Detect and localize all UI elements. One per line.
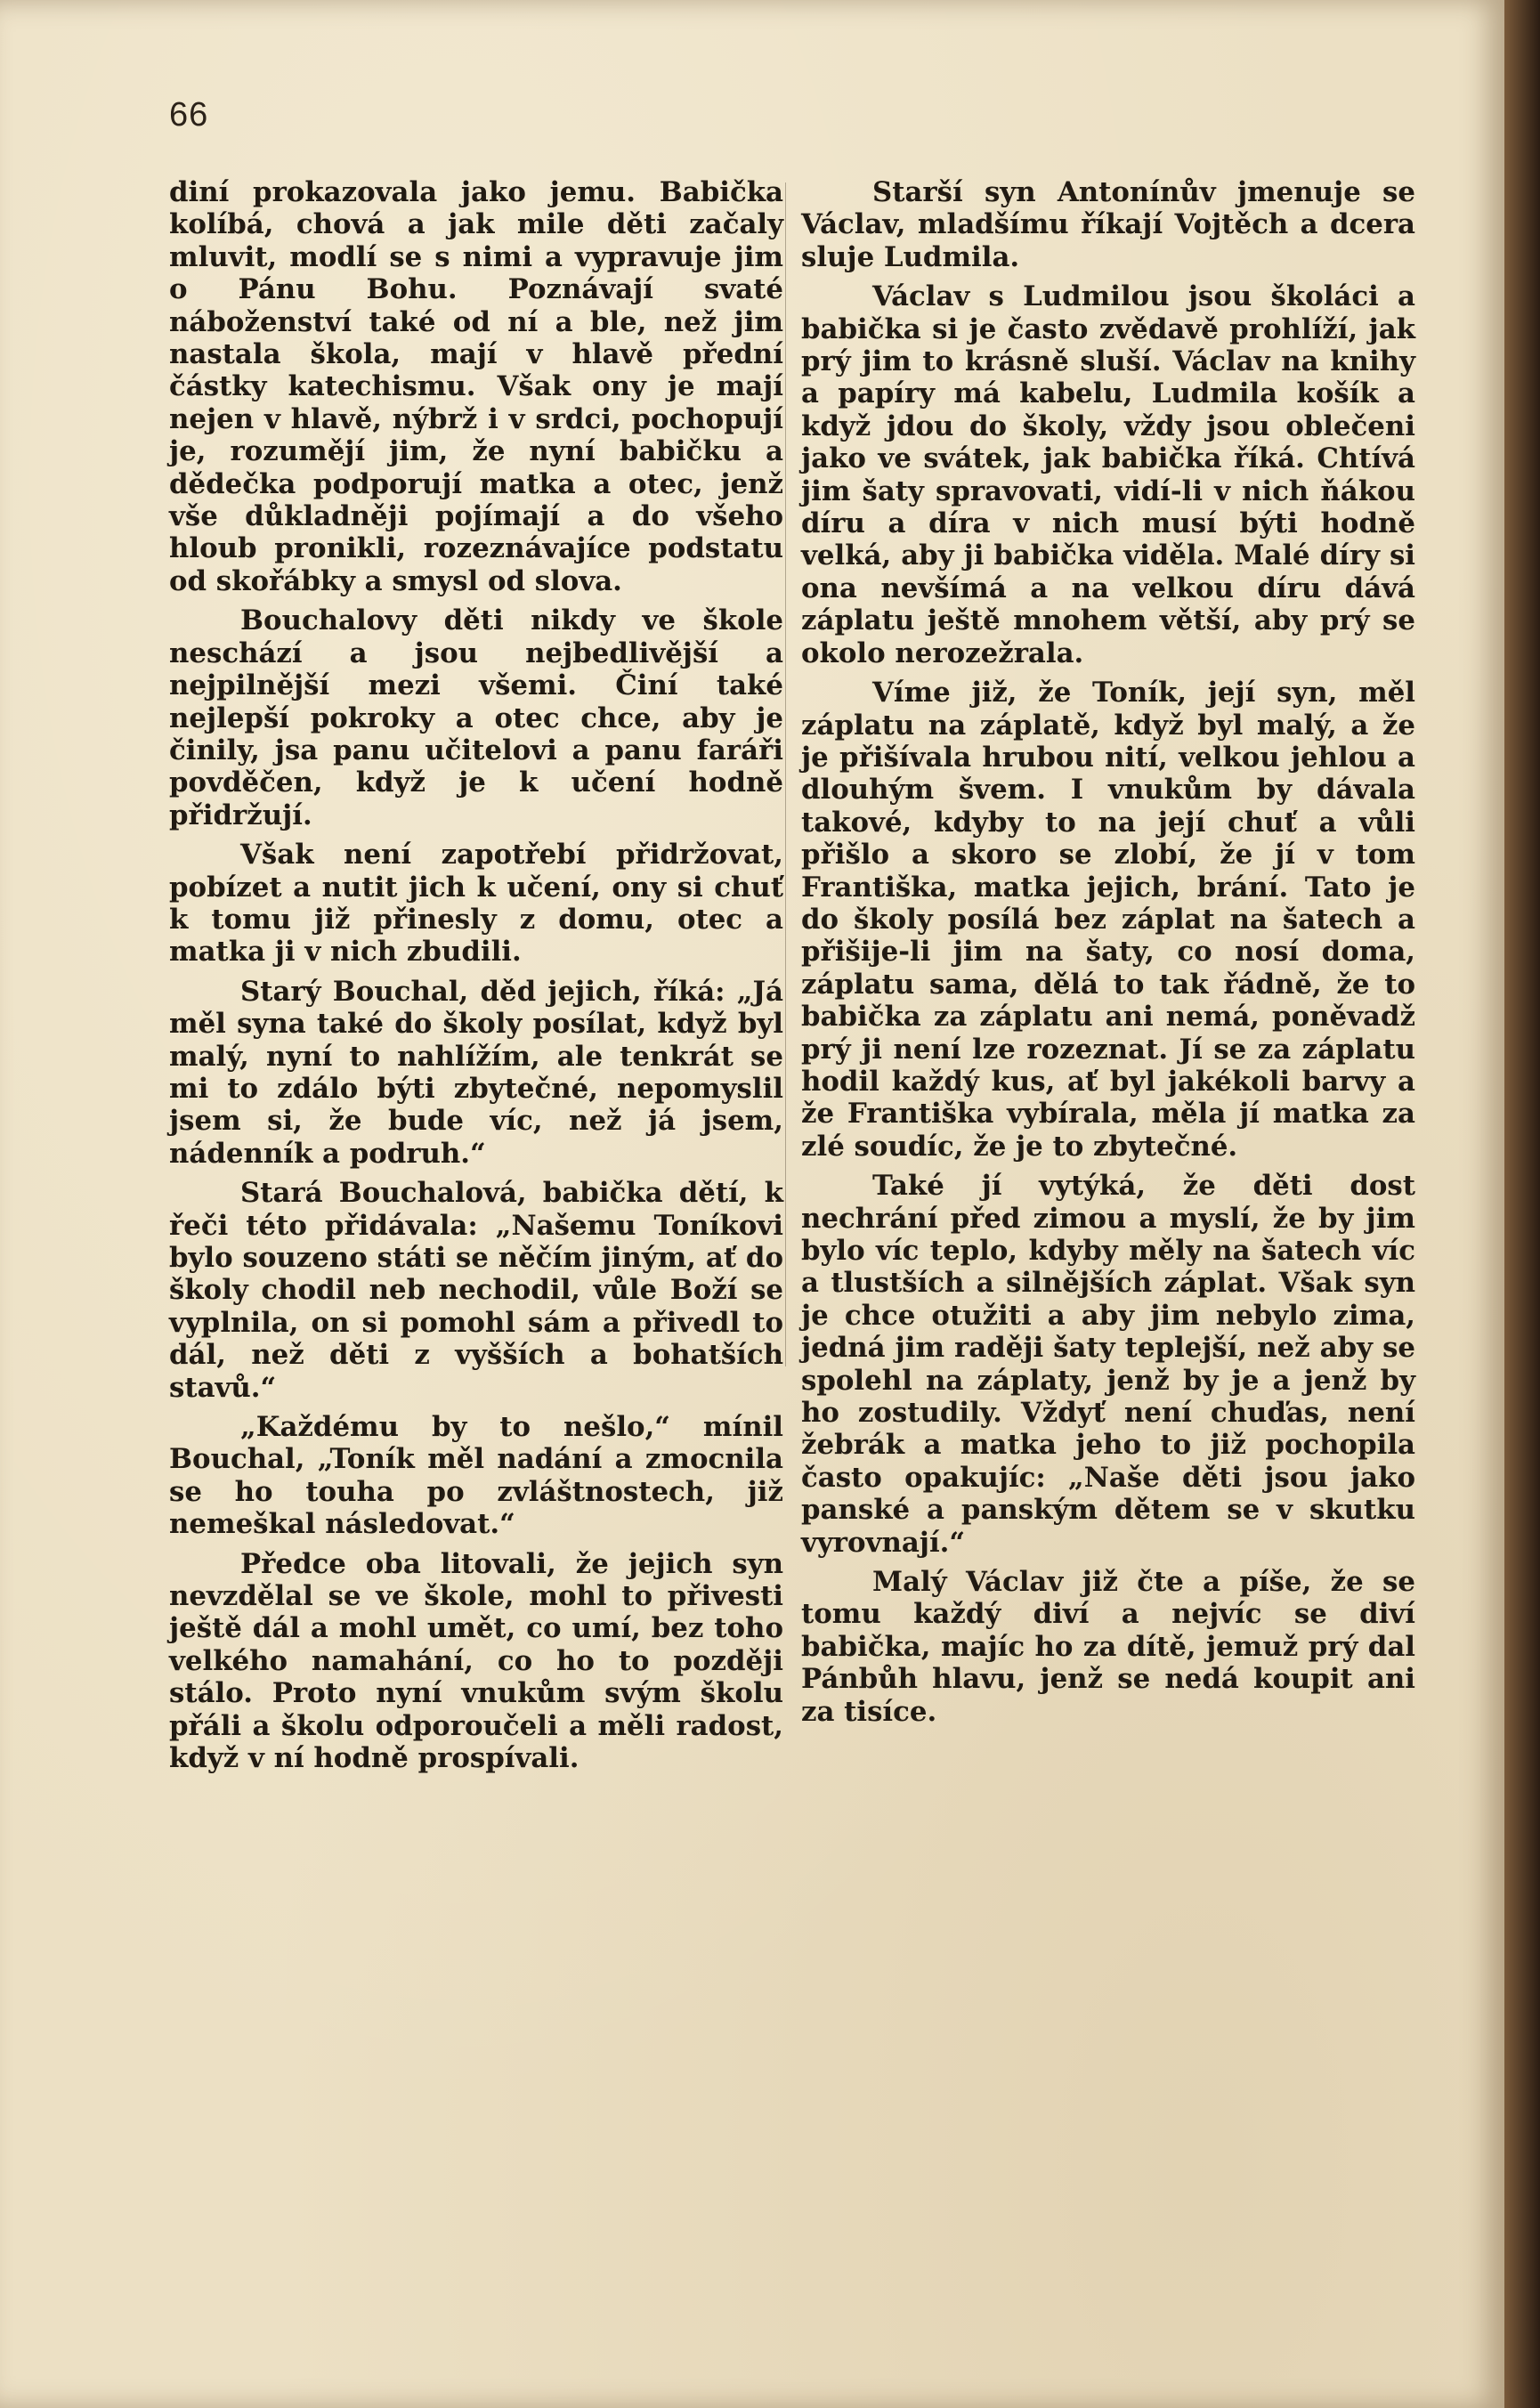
paragraph: Však není zapotřebí přidržovat, pobízet a nutit jich k učení, ony si chuť k tomu již přinesly z domu, otec a matka ji v nich zbudili. <box>169 839 783 969</box>
left-column <box>169 176 783 1782</box>
paragraph: Stará Bouchalová, babička dětí, k řeči této přidávala: „Našemu Toníkovi bylo souzeno státi se něčím jiným, ať do školy chodil neb nechodil, vůle Boží se vyplnila, on si pomohl sám a přivedl to dál, než děti z vyšších a bohatších stavů.“ <box>169 1177 783 1404</box>
book-binding-edge <box>1504 0 1540 2408</box>
paragraph: Víme již, že Toník, její syn, měl záplatu na záplatě, když byl malý, a že je přišívala hrubou nití, velkou jehlou a dlouhým švem. I vnukům by dávala takové, kdyby to na její chuť a vůli přišlo a skoro se zlobí, že jí v tom Františka, matka jejich, brání. Tato je do školy posílá bez záplat na šatech a přišije-li jim na šaty, co nosí doma, záplatu sama, dělá to tak řádně, že to babička za záplatu ani nemá, poněvadž prý ji není lze rozeznat. Jí se za záplatu hodil každý kus, ať byl jakékoli barvy a že Františka vybírala, měla jí matka za zlé soudíc, že je to zbytečné. <box>801 677 1415 1163</box>
paragraph: diní prokazovala jako jemu. Babička kolíbá, chová a jak mile děti začaly mluvit, modlí se s nimi a vypravuje jim o Pánu Bohu. Poznávají svaté náboženství také od ní a ble, než jim nastala škola, mají v hlavě přední částky katechismu. Však ony je mají nejen v hlavě, nýbrž i v srdci, pochopují je, rozumějí jim, že nyní babičku a dědečka podporují matka a otec, jenž vše důkladněji pojímají a do všeho hloub pronikli, rozeznávajíce podstatu od skořábky a smysl od slova. <box>169 176 783 597</box>
paragraph: Václav s Ludmilou jsou školáci a babička si je často zvědavě prohlíží, jak prý jim to krásně sluší. Václav na knihy a papíry má kabelu, Ludmila košík a když jdou do školy, vždy jsou oblečeni jako ve svátek, jak babička říká. Chtívá jim šaty spravovati, vidí-li v nich ňákou díru a díra v nich musí býti hodně velká, aby ji babička viděla. Malé díry si ona nevšímá a na velkou díru dává záplatu ještě mnohem větší, aby prý se okolo nerozežrala. <box>801 280 1415 669</box>
paragraph: Také jí vytýká, že děti dost nechrání před zimou a myslí, že by jim bylo víc teplo, kdyby měly na šatech víc a tlustších a silnějších záplat. Však syn je chce otužiti a aby jim nebylo zima, jedná jim raději šaty teplejší, než aby se spolehl na záplaty, jenž by je a jenž by ho zostudily. Vždyť není chuďas, není žebrák a matka jeho to již pochopila často opakujíc: „Naše děti jsou jako panské a panským dětem se v skutku vyrovnají.“ <box>801 1170 1415 1559</box>
page-number: 66 <box>169 96 209 134</box>
paragraph: Předce oba litovali, že jejich syn nevzdělal se ve škole, mohl to přivesti ještě dál a mohl umět, co umí, bez toho velkého namahání, co ho to později stálo. Proto nyní vnukům svým školu přáli a školu odporoučeli a měli radost, když v ní hodně prospívali. <box>169 1547 783 1775</box>
paragraph: Starý Bouchal, děd jejich, říká: „Já měl syna také do školy posílat, když byl malý, nyní to nahlížím, ale tenkrát se mi to zdálo býti zbytečné, nepomyslil jsem si, že bude víc, než já jsem, nádenník a podruh.“ <box>169 975 783 1170</box>
paragraph: Malý Václav již čte a píše, že se tomu každý diví a nejvíc se diví babička, majíc ho za dítě, jemuž prý dal Pánbůh hlavu, jenž se nedá koupit ani za tisíce. <box>801 1566 1415 1728</box>
paragraph: Bouchalovy děti nikdy ve škole neschází a jsou nejbedlivější a nejpilnější mezi všemi. Činí také nejlepší pokroky a otec chce, aby je činily, jsa panu učitelovi a panu faráři povděčen, když je k učení hodně přidržují. <box>169 604 783 831</box>
right-column <box>801 176 1415 1735</box>
column-divider <box>785 182 786 1366</box>
paragraph: Starší syn Antonínův jmenuje se Václav, mladšímu říkají Vojtěch a dcera sluje Ludmila. <box>801 176 1415 273</box>
paragraph: „Každému by to nešlo,“ mínil Bouchal, „Toník měl nadání a zmocnila se ho touha po zvláštnostech, již nemeškal následovat.“ <box>169 1411 783 1541</box>
